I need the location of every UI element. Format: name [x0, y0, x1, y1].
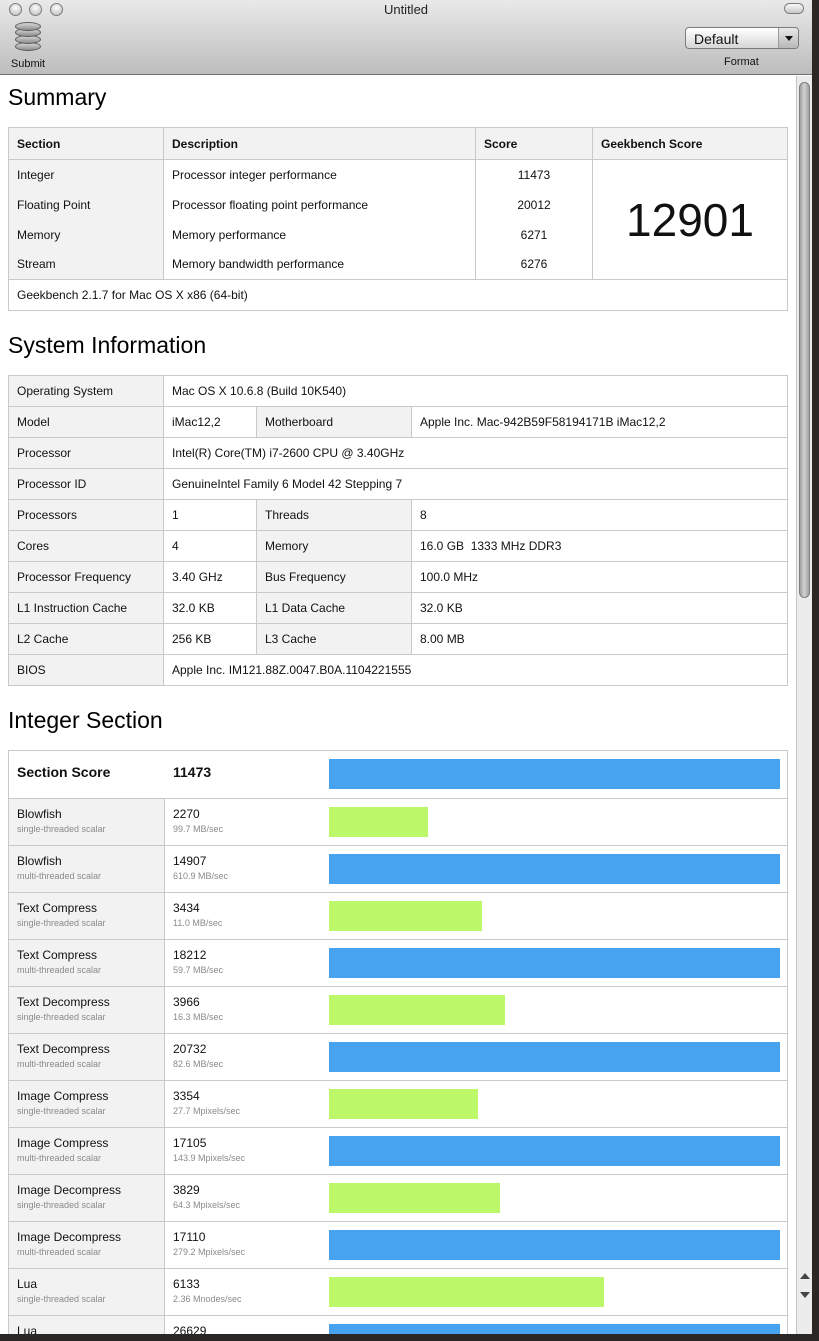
scroll-down-arrow-icon[interactable]: [800, 1292, 810, 1298]
sysinfo-value: 32.0 KB: [164, 593, 257, 624]
test-score: 3966: [173, 995, 200, 1009]
test-score: 20732: [173, 1042, 207, 1056]
summary-header-score: Score: [476, 128, 593, 160]
sysinfo-value: iMac12,2: [164, 407, 257, 438]
toolbar-toggle-button[interactable]: [784, 3, 804, 14]
test-name: Image Decompress: [17, 1230, 122, 1244]
submit-label: Submit: [10, 58, 46, 70]
sysinfo-value: 256 KB: [164, 624, 257, 655]
test-mode: single-threaded scalar: [17, 1012, 106, 1022]
test-mode: single-threaded scalar: [17, 918, 106, 928]
integer-test-row: [9, 845, 787, 892]
sysinfo-row: [9, 624, 788, 655]
summary-description: Memory bandwidth performance: [164, 250, 476, 280]
test-name: Image Compress: [17, 1136, 109, 1150]
format-select-value: Default: [694, 31, 739, 47]
test-name: Text Decompress: [17, 1042, 110, 1056]
sysinfo-value: 8: [412, 500, 788, 531]
integer-test-row: [9, 1315, 787, 1334]
test-score-bar: [329, 948, 780, 978]
summary-section: Memory: [9, 220, 164, 250]
sysinfo-row: [9, 593, 788, 624]
sysinfo-value: 32.0 KB: [412, 593, 788, 624]
sysinfo-value: 8.00 MB: [412, 624, 788, 655]
summary-header-description: Description: [164, 128, 476, 160]
chevron-down-icon: [778, 28, 798, 48]
summary-header-section: Section: [9, 128, 164, 160]
test-name: Blowfish: [17, 807, 62, 821]
summary-section: Stream: [9, 250, 164, 280]
sysinfo-row: [9, 438, 788, 469]
geekbench-version: Geekbench 2.1.7 for Mac OS X x86 (64-bit): [9, 280, 788, 311]
scroll-up-arrow-icon[interactable]: [800, 1273, 810, 1279]
integer-test-row: [9, 986, 787, 1033]
test-rate: 99.7 MB/sec: [173, 824, 224, 834]
test-score-bar: [329, 1136, 780, 1166]
sysinfo-label: L1 Instruction Cache: [9, 593, 164, 624]
sysinfo-label: Processor: [9, 438, 164, 469]
test-rate: 143.9 Mpixels/sec: [173, 1153, 246, 1163]
test-name: Image Decompress: [17, 1183, 122, 1197]
test-rate: 59.7 MB/sec: [173, 965, 224, 975]
test-mode: single-threaded scalar: [17, 1106, 106, 1116]
test-score: 6133: [173, 1277, 200, 1291]
format-label: Format: [724, 56, 759, 68]
summary-score: 6271: [476, 220, 593, 250]
test-rate: 279.2 Mpixels/sec: [173, 1247, 246, 1257]
summary-score: 11473: [476, 160, 593, 190]
test-score-bar: [329, 1324, 780, 1334]
summary-description: Processor floating point performance: [164, 190, 476, 220]
test-score: 3434: [173, 901, 200, 915]
integer-test-row: [9, 1174, 787, 1221]
sysinfo-row: [9, 376, 788, 407]
sysinfo-value: Apple Inc. Mac-942B59F58194171B iMac12,2: [412, 407, 788, 438]
sysinfo-label: Operating System: [9, 376, 164, 407]
sysinfo-row: [9, 469, 788, 500]
sysinfo-row: [9, 500, 788, 531]
test-mode: multi-threaded scalar: [17, 965, 102, 975]
test-score-bar: [329, 1277, 604, 1307]
scrollbar-thumb[interactable]: [799, 82, 810, 598]
summary-score: 20012: [476, 190, 593, 220]
summary-header-row: [9, 128, 788, 160]
integer-section-table: [8, 750, 788, 1334]
test-score-bar: [329, 854, 780, 884]
test-score-bar: [329, 901, 482, 931]
section-score-bar: [329, 759, 780, 789]
window-title: Untitled: [383, 2, 429, 17]
test-name: Lua: [17, 1277, 38, 1291]
integer-test-row: [9, 1080, 787, 1127]
summary-section: Integer: [9, 160, 164, 190]
summary-heading: Summary: [8, 84, 107, 110]
sysinfo-value: 4: [164, 531, 257, 562]
test-rate: 610.9 MB/sec: [173, 871, 229, 881]
test-rate: 2.36 Mnodes/sec: [173, 1294, 242, 1304]
sysinfo-row: [9, 531, 788, 562]
test-score-bar: [329, 1042, 780, 1072]
test-mode: multi-threaded scalar: [17, 871, 102, 881]
report-content: [0, 76, 796, 1334]
test-score: 3829: [173, 1183, 200, 1197]
integer-section-heading: Integer Section: [8, 707, 163, 733]
sysinfo-label: Processor ID: [9, 469, 164, 500]
test-score-bar: [329, 1230, 780, 1260]
test-rate: 27.7 Mpixels/sec: [173, 1106, 241, 1116]
sysinfo-label: Motherboard: [257, 407, 412, 438]
sysinfo-label: L1 Data Cache: [257, 593, 412, 624]
test-rate: 16.3 MB/sec: [173, 1012, 224, 1022]
test-score: 26629: [173, 1324, 207, 1334]
test-score: 14907: [173, 854, 207, 868]
summary-row: [9, 160, 788, 190]
test-score-bar: [329, 1089, 478, 1119]
test-rate: 64.3 Mpixels/sec: [173, 1200, 241, 1210]
test-mode: single-threaded scalar: [17, 1294, 106, 1304]
test-score-bar: [329, 807, 428, 837]
summary-description: Memory performance: [164, 220, 476, 250]
sysinfo-label: BIOS: [9, 655, 164, 686]
database-icon: [14, 22, 42, 54]
sysinfo-value: 1: [164, 500, 257, 531]
sysinfo-label: L3 Cache: [257, 624, 412, 655]
test-mode: multi-threaded scalar: [17, 1247, 102, 1257]
test-name: Text Compress: [17, 901, 98, 915]
test-rate: 82.6 MB/sec: [173, 1059, 224, 1069]
sysinfo-value: 100.0 MHz: [412, 562, 788, 593]
summary-description: Processor integer performance: [164, 160, 476, 190]
sysinfo-row: [9, 562, 788, 593]
summary-section: Floating Point: [9, 190, 164, 220]
sysinfo-value: 16.0 GB 1333 MHz DDR3: [412, 531, 788, 562]
test-score: 18212: [173, 948, 207, 962]
integer-test-row: [9, 1127, 787, 1174]
submit-button[interactable]: [4, 22, 52, 70]
sysinfo-label: Memory: [257, 531, 412, 562]
sysinfo-label: L2 Cache: [9, 624, 164, 655]
integer-test-row: [9, 1221, 787, 1268]
summary-table: [8, 127, 788, 311]
test-mode: single-threaded scalar: [17, 1200, 106, 1210]
test-name: Blowfish: [17, 854, 62, 868]
title-bar: [0, 0, 812, 75]
section-score-value: 11473: [173, 764, 212, 780]
test-rate: 11.0 MB/sec: [173, 918, 223, 928]
integer-test-list: [9, 798, 787, 1334]
sysinfo-label: Bus Frequency: [257, 562, 412, 593]
test-mode: multi-threaded scalar: [17, 1059, 102, 1069]
summary-score: 6276: [476, 250, 593, 280]
integer-test-row: [9, 1268, 787, 1315]
test-name: Lua: [17, 1324, 38, 1334]
test-mode: multi-threaded scalar: [17, 1153, 102, 1163]
sysinfo-label: Cores: [9, 531, 164, 562]
section-score-row: [9, 751, 787, 798]
integer-test-row: [9, 939, 787, 986]
sysinfo-value: GenuineIntel Family 6 Model 42 Stepping 7: [164, 469, 788, 500]
sysinfo-row: [9, 407, 788, 438]
test-score: 3354: [173, 1089, 200, 1103]
vertical-scrollbar[interactable]: [796, 76, 812, 1334]
system-info-heading: System Information: [8, 332, 207, 358]
sysinfo-label: Threads: [257, 500, 412, 531]
summary-version-row: [9, 280, 788, 311]
integer-test-row: [9, 798, 787, 845]
sysinfo-row: [9, 655, 788, 686]
integer-test-row: [9, 1033, 787, 1080]
test-name: Text Decompress: [17, 995, 110, 1009]
test-score-bar: [329, 995, 505, 1025]
sysinfo-label: Processors: [9, 500, 164, 531]
system-info-table: [8, 375, 788, 686]
test-score: 17105: [173, 1136, 207, 1150]
format-select[interactable]: [685, 27, 799, 49]
test-score: 17110: [173, 1230, 206, 1244]
test-score: 2270: [173, 807, 200, 821]
section-score-label: Section Score: [17, 764, 111, 780]
sysinfo-label: Model: [9, 407, 164, 438]
summary-header-geekbench-score: Geekbench Score: [593, 128, 788, 160]
sysinfo-value: Intel(R) Core(TM) i7-2600 CPU @ 3.40GHz: [164, 438, 788, 469]
integer-test-row: [9, 892, 787, 939]
sysinfo-value: Apple Inc. IM121.88Z.0047.B0A.1104221555: [164, 655, 788, 686]
sysinfo-label: Processor Frequency: [9, 562, 164, 593]
sysinfo-value: 3.40 GHz: [164, 562, 257, 593]
test-score-bar: [329, 1183, 500, 1213]
sysinfo-value: Mac OS X 10.6.8 (Build 10K540): [164, 376, 788, 407]
test-name: Image Compress: [17, 1089, 109, 1103]
test-name: Text Compress: [17, 948, 98, 962]
test-mode: single-threaded scalar: [17, 824, 106, 834]
geekbench-score: 12901: [593, 160, 788, 280]
